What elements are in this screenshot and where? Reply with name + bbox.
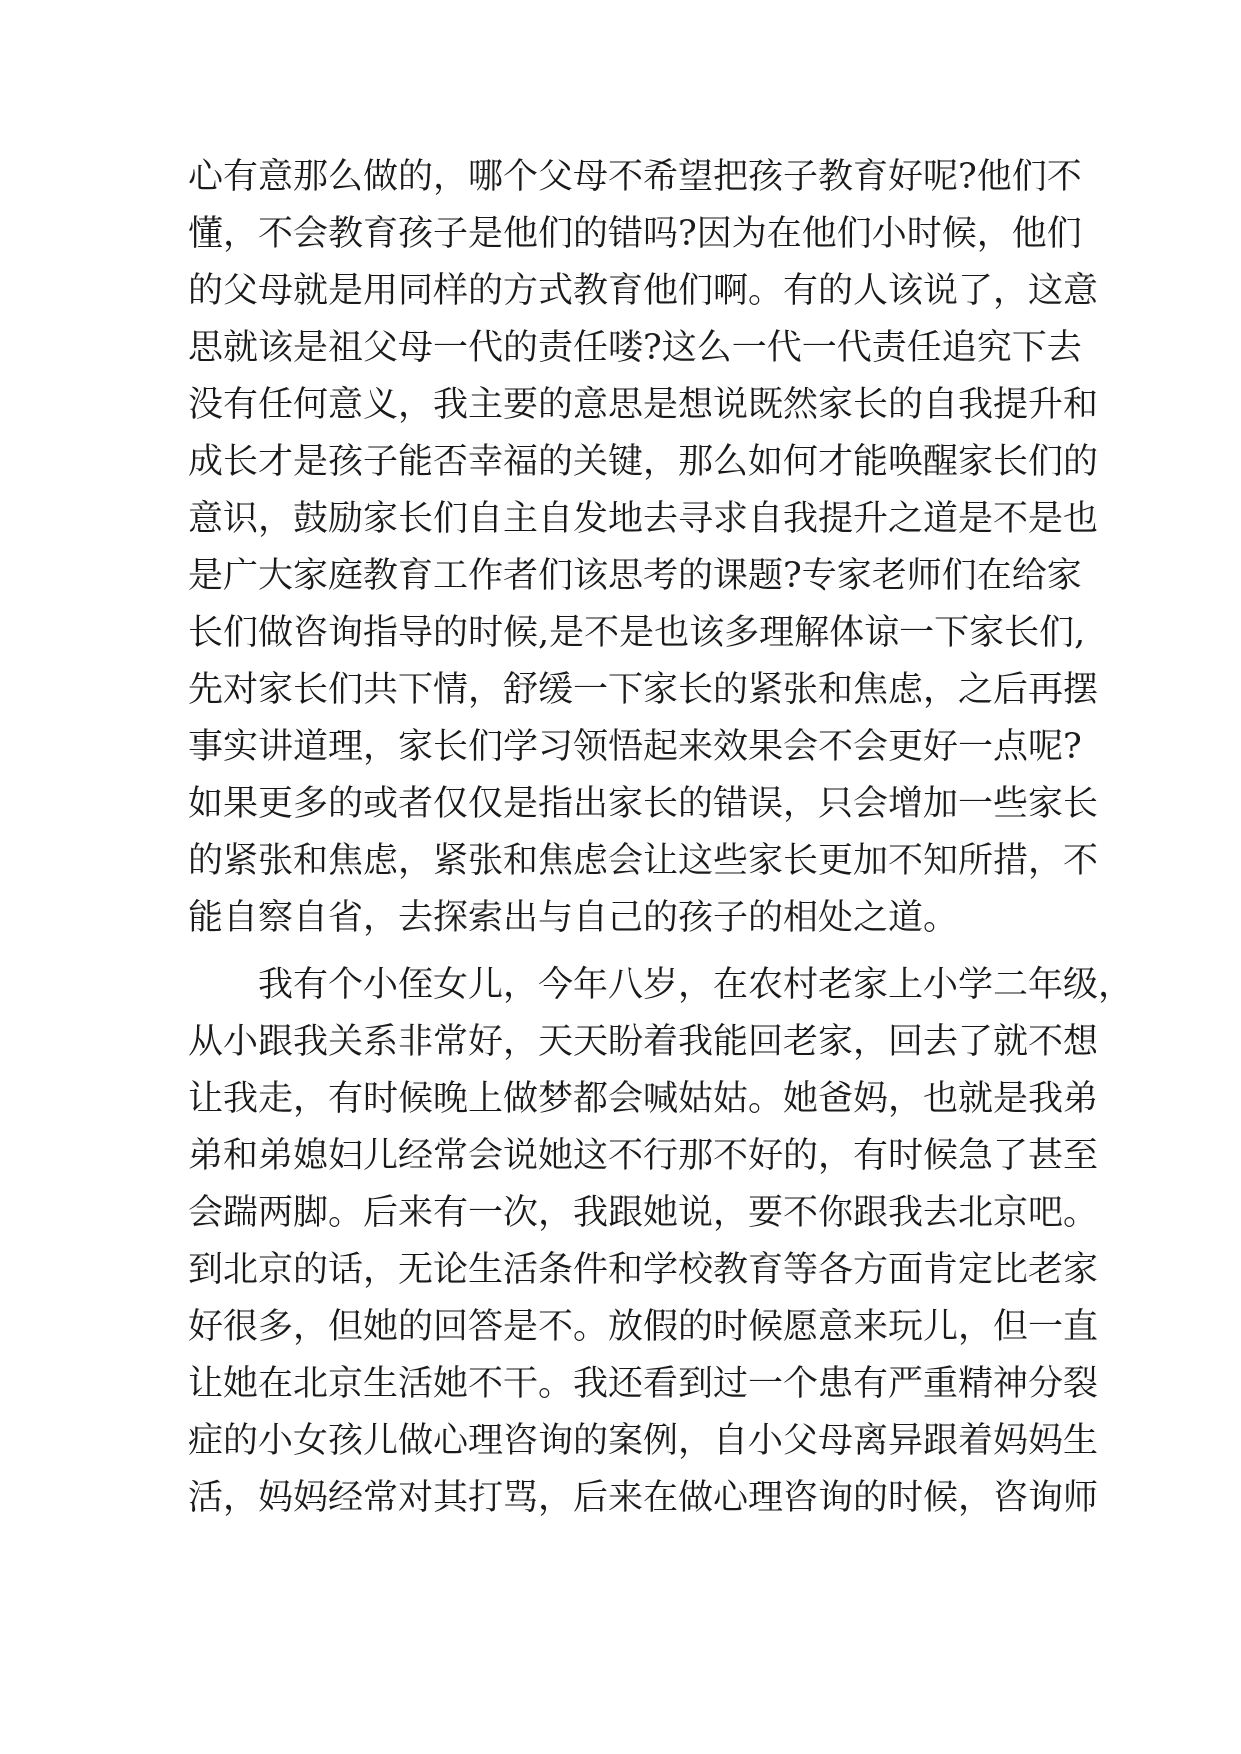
text-line: 我有个小侄女儿，今年八岁，在农村老家上小学二年级， [258, 965, 1134, 1005]
text-line: 没有任何意义，我主要的意思是想说既然家长的自我提升和 [188, 385, 1099, 425]
text-line: 的父母就是用同样的方式教育他们啊。有的人该说了，这意 [188, 271, 1099, 311]
text-line: 是广大家庭教育工作者们该思考的课题?专家老师们在给家 [188, 556, 1082, 596]
text-line: 活，妈妈经常对其打骂，后来在做心理咨询的时候，咨询师 [188, 1478, 1099, 1518]
text-line: 思就该是祖父母一代的责任喽?这么一代一代责任追究下去 [188, 328, 1082, 368]
text-line: 意识，鼓励家长们自主自发地去寻求自我提升之道是不是也 [188, 499, 1099, 539]
body-text [188, 149, 1134, 1527]
text-line: 能自察自省，去探索出与自己的孩子的相处之道。 [188, 898, 959, 938]
paragraph-gap [188, 947, 1058, 957]
paragraph-1 [188, 149, 1099, 947]
text-line: 会踹两脚。后来有一次，我跟她说，要不你跟我去北京吧。 [188, 1193, 1099, 1233]
text-line: 弟和弟媳妇儿经常会说她这不行那不好的，有时候急了甚至 [188, 1136, 1099, 1176]
text-line: 成长才是孩子能否幸福的关键，那么如何才能唤醒家长们的 [188, 442, 1099, 482]
text-line: 从小跟我关系非常好，天天盼着我能回老家，回去了就不想 [188, 1022, 1099, 1062]
text-line: 懂，不会教育孩子是他们的错吗?因为在他们小时候，他们 [188, 214, 1082, 254]
text-line: 事实讲道理，家长们学习领悟起来效果会不会更好一点呢? [188, 727, 1082, 767]
text-line: 症的小女孩儿做心理咨询的案例，自小父母离异跟着妈妈生 [188, 1421, 1099, 1461]
text-line: 让她在北京生活她不干。我还看到过一个患有严重精神分裂 [188, 1364, 1099, 1404]
text-line: 让我走，有时候晚上做梦都会喊姑姑。她爸妈，也就是我弟 [188, 1079, 1099, 1119]
paragraph-2 [188, 957, 1134, 1527]
text-line: 到北京的话，无论生活条件和学校教育等各方面肯定比老家 [188, 1250, 1099, 1290]
text-line: 的紧张和焦虑，紧张和焦虑会让这些家长更加不知所措，不 [188, 841, 1099, 881]
text-line: 如果更多的或者仅仅是指出家长的错误，只会增加一些家长 [188, 784, 1099, 824]
text-line: 心有意那么做的，哪个父母不希望把孩子教育好呢?他们不 [188, 157, 1082, 197]
text-line: 长们做咨询指导的时候,是不是也该多理解体谅一下家长们, [188, 613, 1086, 653]
text-line: 好很多，但她的回答是不。放假的时候愿意来玩儿，但一直 [188, 1307, 1099, 1347]
text-line: 先对家长们共下情，舒缓一下家长的紧张和焦虑，之后再摆 [188, 670, 1099, 710]
